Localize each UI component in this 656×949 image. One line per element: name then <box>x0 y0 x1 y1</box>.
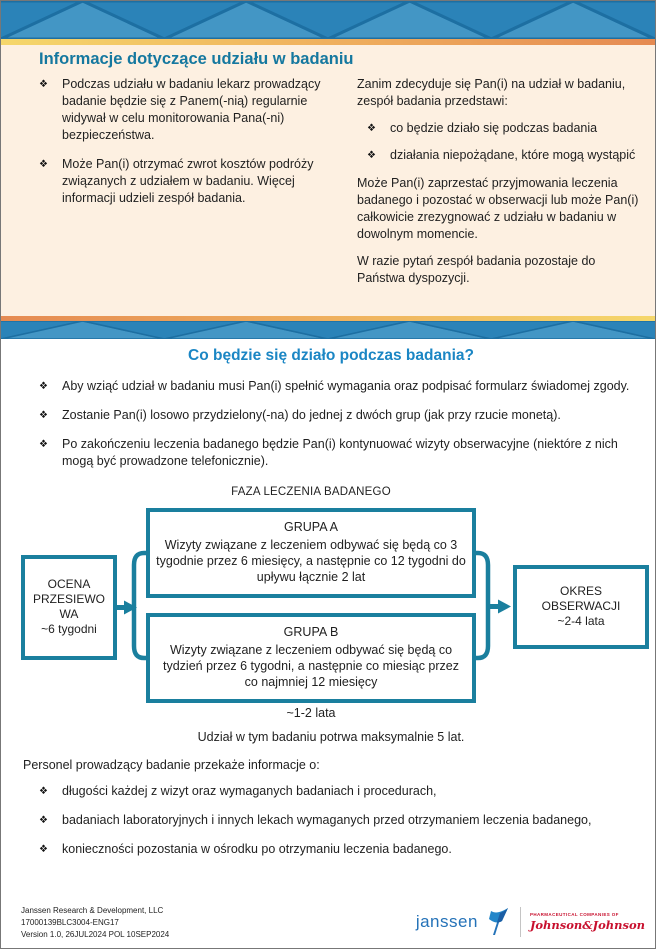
bullet-text: Podczas udziału w badaniu lekarz prowadzący badanie będzie się z Panem(-nią) regularnie widywał w celu monitorowania Pana(-ni) bezpieczeństwa. <box>62 77 321 143</box>
screening-line: OCENA <box>47 577 91 591</box>
group-b-box <box>146 613 476 703</box>
johnson-johnson-logo <box>530 912 645 932</box>
footer-protocol: 17000139BLC3004-ENG17 <box>21 918 119 927</box>
bullet-text: konieczności pozostania w ośrodku po otrzymaniu leczenia badanego. <box>62 841 452 856</box>
footer-version: Version 1.0, 26JUL2024 POL 10SEP2024 <box>21 930 170 939</box>
bullet-text: badaniach laboratoryjnych i innych lekach wymaganych przed otrzymaniem leczenia badanego, <box>62 812 592 827</box>
logo-divider <box>520 907 521 937</box>
group-a-box <box>146 508 476 598</box>
info-section <box>1 45 655 316</box>
jj-tagline: PHARMACEUTICAL COMPANIES OF <box>529 912 619 917</box>
diamond-bullet-icon: ❖ <box>39 785 48 797</box>
bullet-text: Po zakończeniu leczenia badanego będzie Pan(i) kontynuować wizyty obserwacyjne (niektóre z nich mogą być prowadzone telefonicznie). <box>62 437 618 469</box>
group-b-title: GRUPA B <box>283 624 339 639</box>
bullet-text: co będzie działo się podczas badania <box>390 121 598 136</box>
phase-label: FAZA LECZENIA BADANEGO <box>231 485 391 498</box>
bullet-item <box>357 147 641 164</box>
diamond-bullet-icon: ❖ <box>39 843 48 855</box>
bullet-item <box>39 812 639 829</box>
bullet-text: Może Pan(i) otrzymać zwrot kosztów podróży związanych z udziałem w badaniu. Więcej informacji udzieli zespół badania. <box>62 156 314 205</box>
body-paragraph: W razie pytań zespół badania pozostaje do Państwa dyspozycji. <box>357 254 596 286</box>
observation-box <box>513 565 649 649</box>
bullet-item <box>39 407 639 424</box>
janssen-flag-icon <box>487 907 511 937</box>
group-b-description: Wizyty związane z leczeniem odbywać się będą co tydzień przez 6 tygodni, a następnie co miesiąc przez co najmniej 12 miesięcy <box>163 643 459 689</box>
study-heading: Co będzie się działo podczas badania? <box>188 347 474 364</box>
intro-paragraph: Zanim zdecyduje się Pan(i) na udział w badaniu, zespół badania przedstawi: <box>357 77 626 109</box>
bullet-item <box>39 841 639 858</box>
screening-duration: ~6 tygodni <box>41 622 97 636</box>
observation-line: OKRES <box>559 584 602 598</box>
diamond-bullet-icon: ❖ <box>39 410 48 422</box>
bullet-item <box>39 76 331 145</box>
footer <box>1 905 655 948</box>
diamond-bullet-icon: ❖ <box>39 79 48 90</box>
screening-line: WA <box>59 607 79 621</box>
diagram-caption: Udział w tym badaniu potrwa maksymalnie 5 lat. <box>197 729 465 744</box>
screening-box <box>21 555 117 660</box>
bullet-item <box>39 156 331 207</box>
screening-line: PRZESIEWO <box>32 592 105 606</box>
bullet-item <box>39 436 639 470</box>
band-pattern <box>1 1 655 39</box>
bullet-text: działania niepożądane, które mogą wystąpić <box>390 148 636 163</box>
study-section <box>1 339 655 858</box>
top-band <box>1 1 655 39</box>
diamond-bullet-icon: ❖ <box>39 381 48 392</box>
observation-duration: ~2-4 lata <box>557 614 605 628</box>
diamond-bullet-icon: ❖ <box>39 158 48 170</box>
bullet-item <box>357 120 641 137</box>
band-pattern <box>1 321 655 339</box>
bullet-item <box>39 783 639 800</box>
group-b-duration-label: ~1-2 lata <box>286 705 336 720</box>
footer-text <box>21 905 169 941</box>
flow-diagram <box>1 483 656 729</box>
study-bullet-list <box>23 378 639 471</box>
diamond-bullet-icon: ❖ <box>367 150 376 162</box>
middle-band <box>1 321 655 339</box>
diamond-bullet-icon: ❖ <box>39 439 48 451</box>
info-left-column <box>39 76 331 297</box>
body-paragraph: Może Pan(i) zaprzestać przyjmowania leczenia badanego i pozostać w obserwacji lub może Pan(i) całkowicie zrezygnować z udziału w badaniu w dowolnym momencie. <box>357 175 639 241</box>
janssen-logo: janssen <box>415 912 478 931</box>
footer-company: Janssen Research & Development, LLC <box>21 906 164 915</box>
group-a-title: GRUPA A <box>284 519 338 534</box>
info-heading: Informacje dotyczące udziału w badaniu <box>39 50 354 68</box>
group-a-description: Wizyty związane z leczeniem odbywać się będą co 3 tygodnie przez 6 miesięcy, a następnie co 12 tygodni do upływu łącznie 2 lat <box>156 538 466 584</box>
personnel-intro: Personel prowadzący badanie przekaże informacje o: <box>23 757 320 772</box>
personnel-bullet-list <box>23 783 639 858</box>
bullet-text: Aby wziąć udział w badaniu musi Pan(i) spełnić wymagania oraz podpisać formularz świadomej zgody. <box>62 379 630 393</box>
info-right-column <box>357 76 641 297</box>
jj-wordmark: Johnson&Johnson <box>529 918 645 932</box>
bullet-text: długości każdej z wizyt oraz wymaganych badaniach i procedurach, <box>62 783 437 798</box>
diamond-bullet-icon: ❖ <box>367 123 376 135</box>
bullet-text: Zostanie Pan(i) losowo przydzielony(-na) do jednej z dwóch grup (jak przy rzucie monetą). <box>62 408 561 423</box>
logo-group <box>416 907 645 941</box>
diamond-bullet-icon: ❖ <box>39 814 48 826</box>
observation-line: OBSERWACJI <box>541 599 621 613</box>
bullet-item <box>39 378 639 395</box>
